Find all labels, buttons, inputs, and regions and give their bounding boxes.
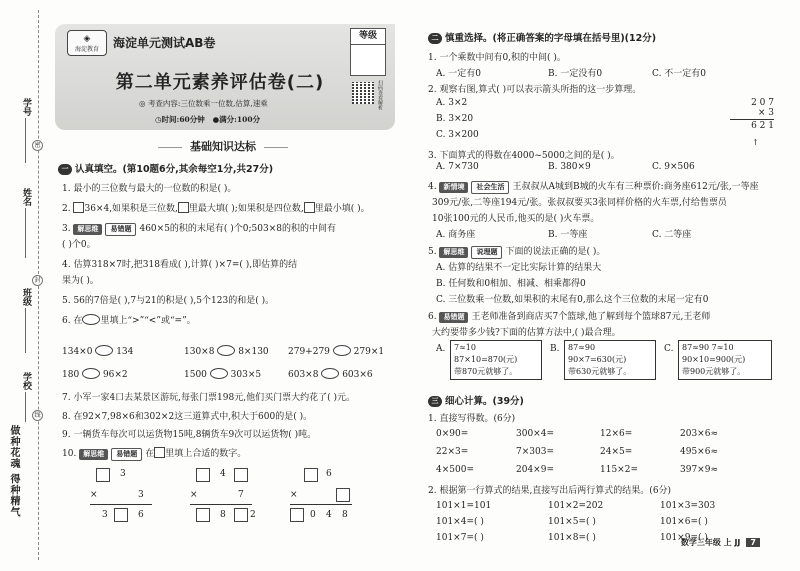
exam-scope: ◎ 考查内容:三位数乘一位数,估算,速乘 (139, 99, 268, 108)
option[interactable]: A. 一定有0 (436, 69, 481, 79)
choice-q4-cont: 309元/张,二等座194元/张。张叔叔要买3张同样价格的火车票,付给售票员 (432, 198, 727, 208)
vertical-mul-2: 4 × 7 8 2 (190, 469, 256, 520)
seal-mark: 密 (32, 140, 43, 151)
compare-circle[interactable] (321, 368, 339, 379)
question-5: 5. 56的7倍是( ),7与21的积是( ),5个123的和是( )。 (62, 296, 275, 306)
compare-circle[interactable] (82, 368, 100, 379)
option[interactable]: A. 3×2 (436, 98, 468, 108)
option-letter: A. (436, 344, 446, 354)
calc-q1: 1. 直接写得数。(6分) (428, 414, 516, 424)
exam-meta: ◷时间:60分钟 ●满分:100分 (155, 115, 261, 124)
compare-circle[interactable] (95, 345, 113, 356)
brand-title: 海淀单元测试AB卷 (113, 36, 216, 50)
answer-box[interactable] (178, 202, 189, 213)
option[interactable]: C. 3×200 (436, 130, 479, 140)
logo-icon: ◈ 海淀教育 (67, 30, 107, 56)
digit-box[interactable] (196, 468, 210, 482)
seal-mark: 线 (32, 410, 43, 421)
binding-strip (0, 0, 48, 571)
calc-item: 101×3=303 (660, 501, 716, 511)
question-3: 3. 解思维 易错题 460×5的积的末尾有( )个0;503×8的积的中间有 (62, 224, 337, 234)
calc-q2: 2. 根据第一行算式的结果,直接写出后两行算式的结果。(6分) (428, 486, 672, 496)
option[interactable]: C. 三位数乘一位数,如果积的末尾有0,那么这个三位数的末尾一定有0 (436, 295, 709, 305)
calc-item[interactable]: 101×8=( ) (548, 533, 596, 543)
class-field[interactable] (25, 308, 26, 353)
calc-item[interactable]: 397×9≈ (680, 465, 718, 475)
vertical-mul-3: 6 × 0 4 8 (290, 466, 360, 546)
page-title: 第二单元素养评估卷(二) (115, 72, 325, 93)
choice-q6-cont: 大约要带多少钱?下面的估算方法中,( )最合理。 (432, 328, 621, 338)
option[interactable]: B. 3×20 (436, 114, 474, 124)
page-number: 7 (746, 538, 760, 547)
choice-q3: 3. 下面算式的得数在4000~5000之间的是( )。 (428, 151, 620, 161)
compare-row-2: 1500 303×5 (184, 370, 262, 380)
compare-row-2: 180 96×2 (62, 370, 128, 380)
calc-item[interactable]: 101×5=( ) (548, 517, 596, 527)
calc-item[interactable]: 101×7=( ) (436, 533, 484, 543)
option-b-box[interactable]: 87≈90 90×7=630(元) 带630元就够了。 (564, 340, 656, 380)
digit-box[interactable] (96, 468, 110, 482)
digit-box[interactable] (234, 508, 248, 522)
star-icon: ● (212, 115, 220, 124)
calc-item[interactable]: 101×9=( ) (660, 533, 708, 543)
digit-box[interactable] (234, 468, 248, 482)
calc-item[interactable]: 204×9= (516, 465, 554, 475)
calc-item[interactable]: 495×6≈ (680, 447, 718, 457)
question-4: 4. 估算318×7时,把318看成( ),计算( )×7=( ),即估算的结 (62, 260, 298, 270)
option[interactable]: B. 380×9 (548, 162, 591, 172)
option[interactable]: C. 不一定有0 (652, 69, 707, 79)
question-7: 7. 小军一家4口去某景区游玩,每张门票198元,他们买门票大约花了( )元。 (62, 393, 355, 403)
answer-box[interactable] (73, 202, 84, 213)
option[interactable]: B. 任何数和0相加、相减、相乘都得0 (436, 279, 586, 289)
motto: 做种花魂 得种精气 (8, 425, 19, 518)
question-8: 8. 在92×7,98×6和302×2这三道算式中,积大于600的是( )。 (62, 412, 313, 422)
option[interactable]: A. 7×730 (436, 162, 479, 172)
compare-row-2: 603×8 603×6 (288, 370, 373, 380)
student-id-field[interactable] (25, 118, 26, 163)
name-label: 姓名 (21, 188, 31, 206)
choice-q2: 2. 观察右图,算式( )可以表示箭头所指的这一步算理。 (428, 85, 642, 95)
digit-box[interactable] (196, 508, 210, 522)
question-10: 10. 解思维 易错题 在 里填上合适的数字。 (62, 449, 247, 459)
calc-item[interactable]: 7×303= (516, 447, 554, 457)
compare-circle[interactable] (217, 345, 235, 356)
option[interactable]: B. 一等座 (548, 230, 588, 240)
option[interactable]: C. 9×506 (652, 162, 695, 172)
option-c-box[interactable]: 87≈90 7≈10 90×10=900(元) 带900元就够了。 (678, 340, 772, 380)
calc-item[interactable]: 24×5= (600, 447, 633, 457)
calc-item: 101×1=101 (436, 501, 492, 511)
question-3-cont: ( )个0。 (62, 240, 96, 250)
compare-circle (82, 314, 100, 325)
choice-q6: 6. 易错题 王老师准备到商店买7个篮球,他了解到每个篮球87元,王老师 (428, 312, 711, 322)
calc-item[interactable]: 22×3= (436, 447, 469, 457)
calc-item[interactable]: 4×500= (436, 465, 474, 475)
choice-q5: 5. 解思维 说理题 下面的说法正确的是( )。 (428, 247, 606, 257)
section-subhead: 基础知识达标 (150, 138, 296, 154)
digit-box[interactable] (304, 468, 318, 482)
section-3-title: 三 细心计算。(39分) (428, 393, 524, 407)
digit-box[interactable] (336, 488, 350, 502)
calc-item: 101×2=202 (548, 501, 604, 511)
compare-row-1: 130×8 8×130 (184, 347, 269, 357)
option[interactable]: C. 二等座 (652, 230, 692, 240)
seal-mark: 封 (32, 275, 43, 286)
qr-label: 扫码查看解析 (377, 80, 383, 110)
option[interactable]: A. 商务座 (436, 230, 476, 240)
clock-icon: ◷ (155, 115, 162, 124)
calc-item[interactable]: 300×4= (516, 429, 554, 439)
section-1-title: 一 认真填空。(第10题6分,其余每空1分,共27分) (58, 161, 273, 175)
question-2: 2. 36×4,如果积是三位数, 里最大填( );如果积是四位数, 里最小填( )。 (62, 204, 370, 214)
calc-item[interactable]: 12×6= (600, 429, 633, 439)
name-field[interactable] (25, 208, 26, 258)
vertical-mul-figure: 2 0 7 × 3 6 2 1 ↑ (730, 98, 774, 131)
digit-box[interactable] (114, 508, 128, 522)
answer-box[interactable] (304, 202, 315, 213)
option-letter: B. (550, 344, 560, 354)
calc-item[interactable]: 101×4=( ) (436, 517, 484, 527)
calc-item[interactable]: 115×2= (600, 465, 638, 475)
option[interactable]: B. 一定没有0 (548, 69, 603, 79)
compare-row-1: 134×0 134 (62, 347, 134, 357)
question-4-cont: 果为( )。 (62, 276, 99, 286)
answer-box (154, 447, 165, 458)
page-footer: 数学三年级 上 JJ 7 (681, 537, 760, 548)
calc-item[interactable]: 0×90= (436, 429, 469, 439)
header-banner (55, 24, 395, 130)
choice-q1: 1. 一个乘数中间有0,积的中间( )。 (428, 53, 566, 63)
option-a-box[interactable]: 7≈10 87×10=870(元) 带870元就够了。 (450, 340, 542, 380)
compare-circle[interactable] (333, 345, 351, 356)
grade-box[interactable] (350, 28, 386, 76)
choice-q4-cont: 10张100元的人民币,他买的是( )火车票。 (432, 214, 600, 224)
question-6: 6. 在 里填上“>”“<”或“=”。 (62, 316, 196, 326)
arrow-icon: ↑ (752, 138, 759, 147)
grade-label: 等级 (351, 29, 385, 45)
student-id-label: 学号 (21, 98, 31, 116)
digit-box[interactable] (290, 508, 304, 522)
choice-q4: 4. 新情境 社会生活 王叔叔从A城到B城的火车有三种票价:商务座612元/张,一等座 (428, 182, 759, 192)
section-2-title: 二 慎重选择。(将正确答案的字母填在括号里)(12分) (428, 30, 656, 44)
calc-item[interactable]: 203×6≈ (680, 429, 718, 439)
option[interactable]: A. 估算的结果不一定比实际计算的结果大 (436, 263, 602, 273)
compare-circle[interactable] (210, 368, 228, 379)
school-label: 学校 (21, 372, 31, 390)
school-field[interactable] (25, 392, 26, 422)
class-label: 班级 (21, 288, 31, 306)
compare-row-1: 279+279 279×1 (288, 347, 385, 357)
option-letter: C. (664, 344, 674, 354)
calc-item[interactable]: 101×6=( ) (660, 517, 708, 527)
vertical-mul-1: 3 × 3 3 6 (90, 466, 160, 546)
question-9: 9. 一辆货车每次可以运货物15吨,8辆货车9次可以运货物( )吨。 (62, 430, 317, 440)
question-1: 1. 最小的三位数与最大的一位数的积是( )。 (62, 184, 237, 194)
